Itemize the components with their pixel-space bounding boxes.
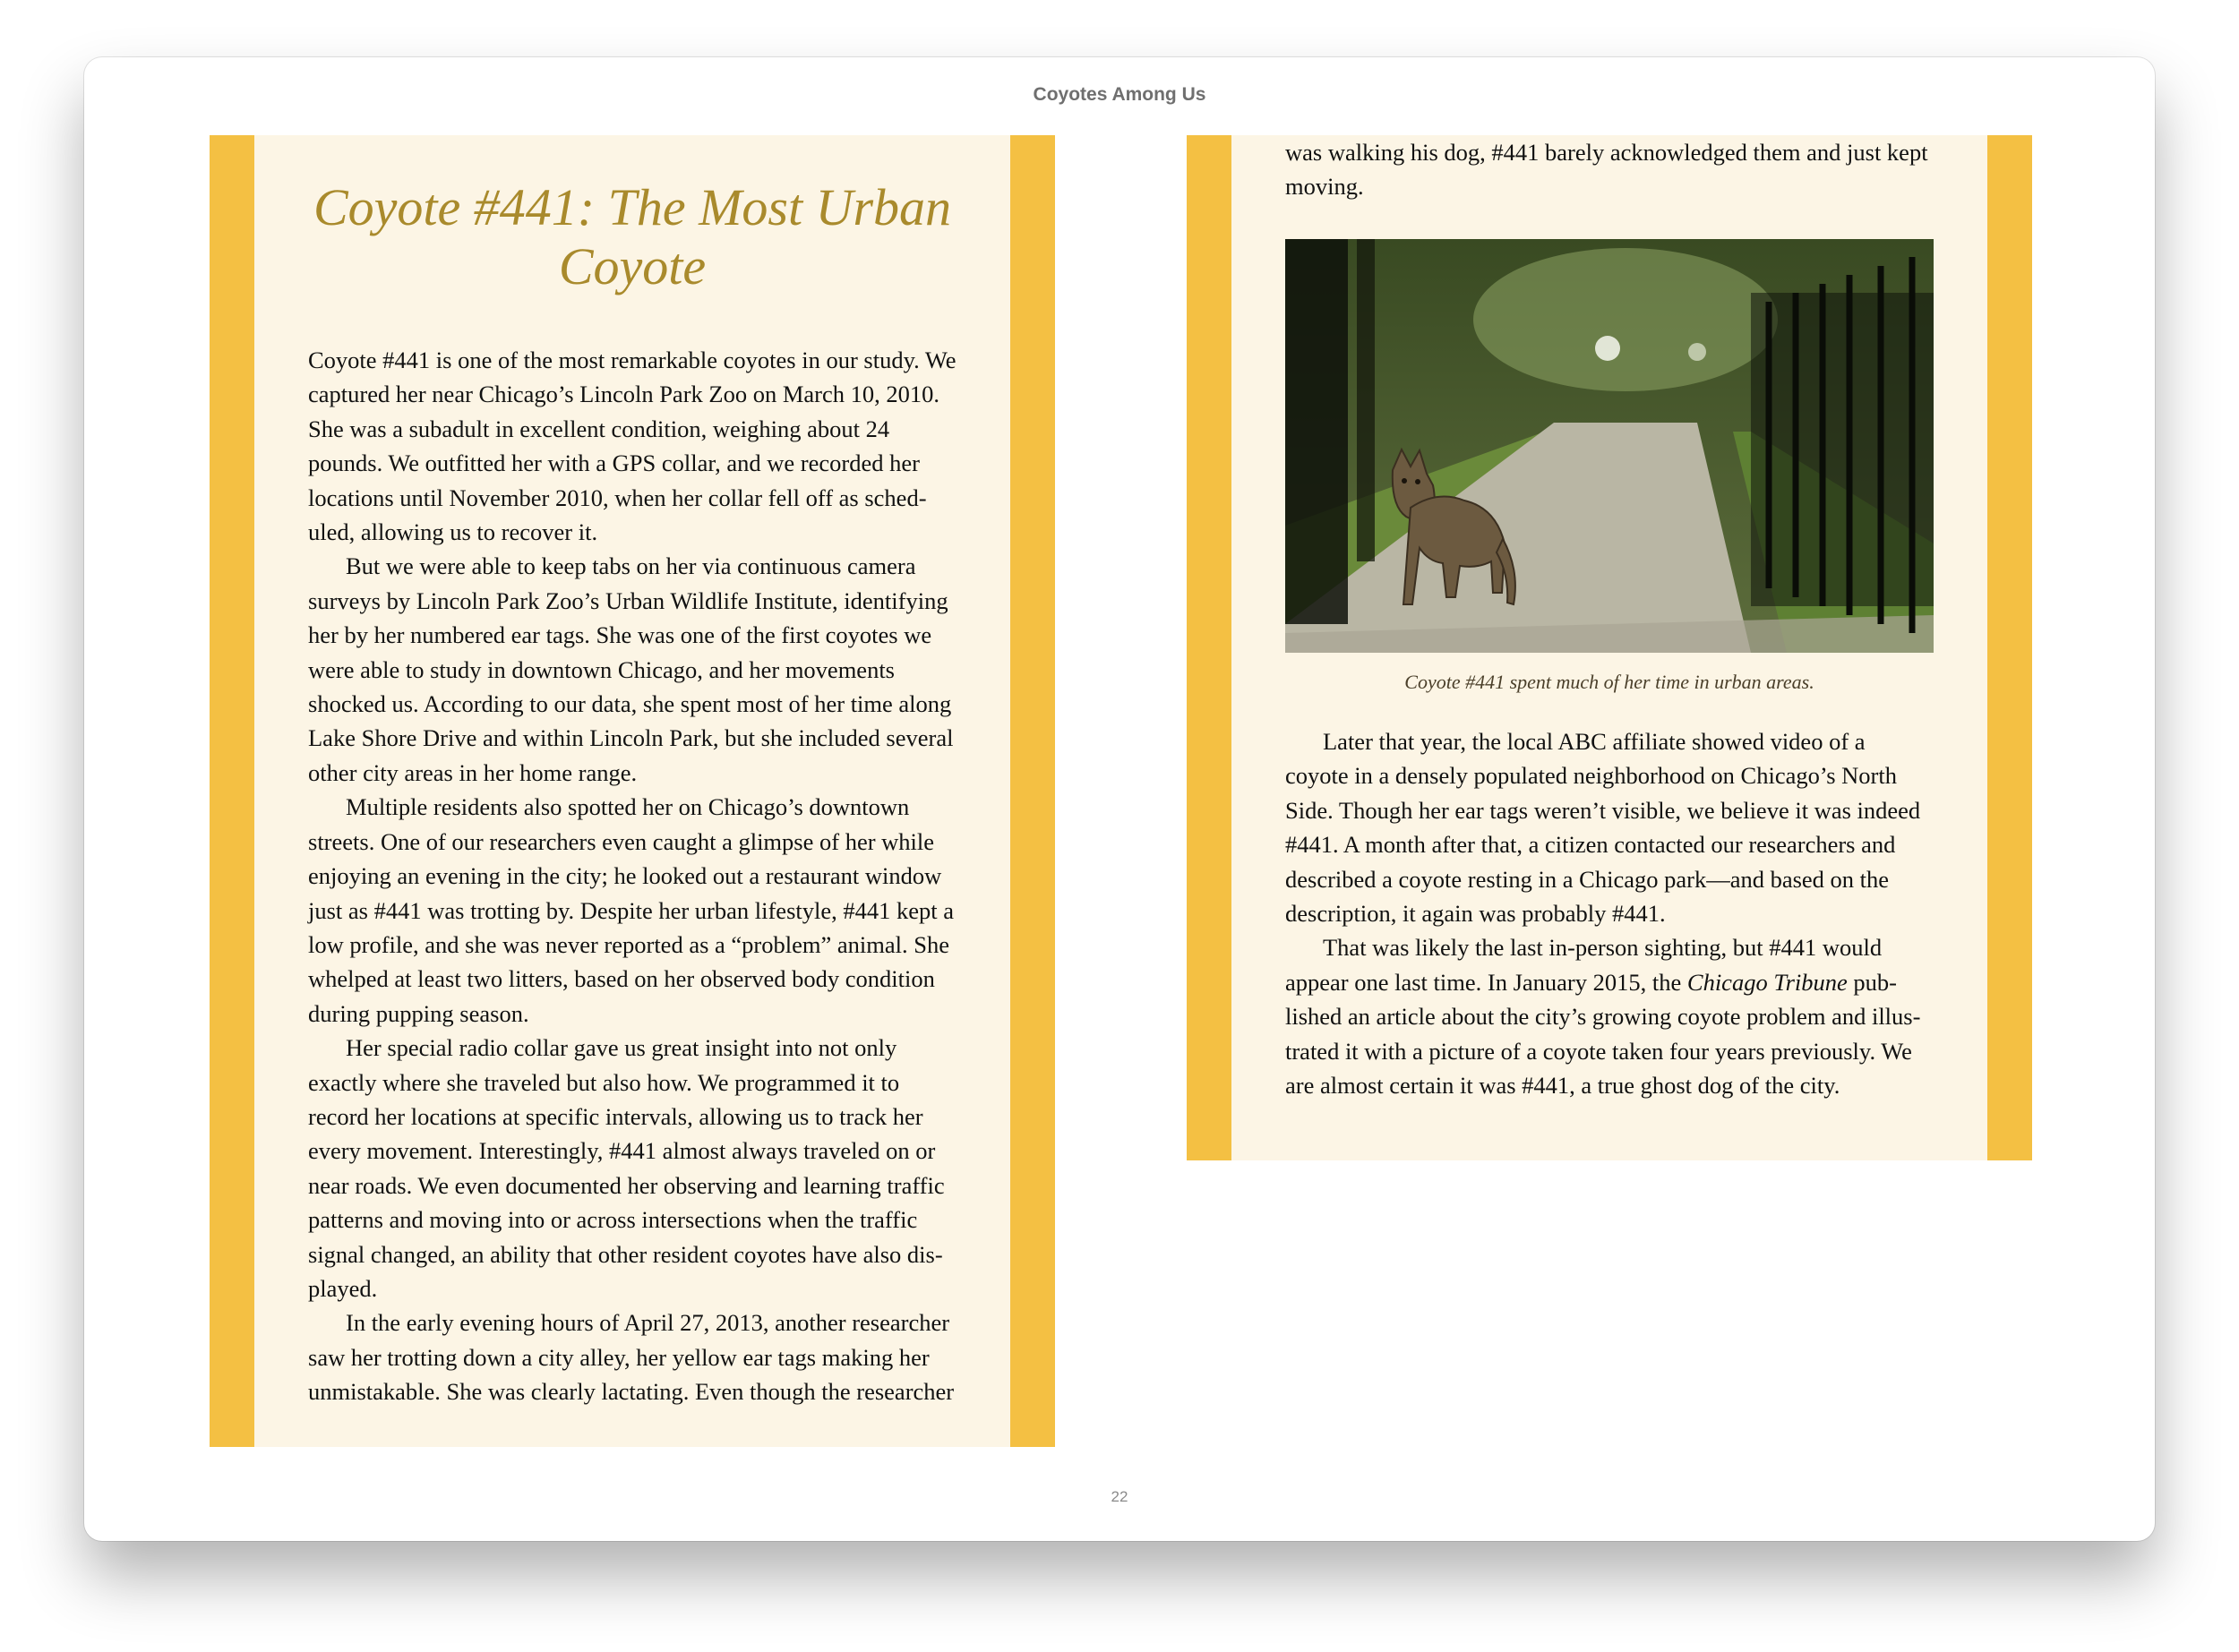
window-title: Coyotes Among Us (1033, 84, 1206, 105)
chapter-title: Coyote #441: The Most Urban Coyote (313, 178, 952, 295)
paragraph: Later that year, the local ABC affiliate showed video of a coyote in a densely populated neighborhood on Chicago’s North Side. Though her ear tags weren’t visible, we believe it was indeed #441. A month after that, a citizen contacted our researchers and described a coyote resting in a Chicago park—and based on the description, it again was probably #441. (1285, 728, 1921, 928)
coyote-photo (1285, 239, 1934, 653)
newspaper-title: Chicago Tribune (1686, 968, 1848, 996)
page-number: 22 (1111, 1488, 1128, 1505)
paragraph-text: That was likely the last in-person sighting, but #441 would appear one last time. In January 2015, the (1285, 934, 1883, 996)
right-page-body (1285, 724, 1934, 1102)
paragraph: Coyote #441 is one of the most remarkable coyotes in our study. We captured her near Chicago’s Lincoln Park Zoo on March 10, 2010. She was a subadult in excellent condition, weighing about 24 pounds. We outfitted her with a GPS collar, and we recorded her locations until November 2010, when her collar fell off as sched-uled, allowing us to recover it. (308, 347, 957, 546)
left-page-body (308, 343, 957, 1409)
paragraph: was walking his dog, #441 barely acknowledged them and just kept moving. (1285, 139, 1928, 201)
right-page[interactable] (1187, 135, 2032, 1160)
photo-caption: Coyote #441 spent much of her time in urban areas. (1404, 671, 1814, 693)
paragraph: But we were able to keep tabs on her via continuous camera surveys by Lincoln Park Zoo’s Urban Wildlife Institute, identifying her by her numbered ear tags. She was one of the first coyotes we were able to study in downtown Chicago, and her movements shocked us. According to our data, she spent most of her time along Lake Shore Drive and within Lincoln Park, but she included several other city areas in her home range. (308, 552, 954, 786)
paragraph: Her special radio collar gave us great insight into not only exactly where she traveled but also how. We programmed it to record her locations at specific intervals, allowing us to track her every movement. Interestingly, #441 almost always traveled on or near roads. We even documented her observing and learning traffic patterns and moving into or across intersections when the traffic signal changed, an ability that other resident coyotes have also dis-played. (308, 1034, 945, 1302)
coyote-photo-image (1285, 239, 1934, 653)
paragraph-text: pub-lished an article about the city’s growing coyote problem and illus-trated it with a picture of a coyote taken four years previously. We are almost certain it was #441, a true ghost dog of the city. (1285, 968, 1921, 1100)
right-page-continuation (1285, 135, 1934, 204)
left-page[interactable] (210, 135, 1055, 1447)
paragraph: In the early evening hours of April 27, 2013, another researcher saw her trotting down a city alley, her yellow ear tags making her unmistakable. She was clearly lactating. Even though the researcher (308, 1309, 955, 1406)
paragraph: Multiple residents also spotted her on Chicago’s downtown streets. One of our researchers even caught a glimpse of her while enjoying an evening in the city; he looked out a restaurant window just as #441 was trotting by. Despite her urban lifestyle, #441 kept a low profile, and she was never reported as a “problem” animal. She whelped at least two litters, based on her observed body condition during pupping season. (308, 793, 954, 1027)
left-page-sheet (254, 135, 1010, 1447)
paragraph (1285, 930, 1934, 1102)
right-page-sheet (1231, 135, 1987, 1160)
book-window (84, 57, 2155, 1541)
